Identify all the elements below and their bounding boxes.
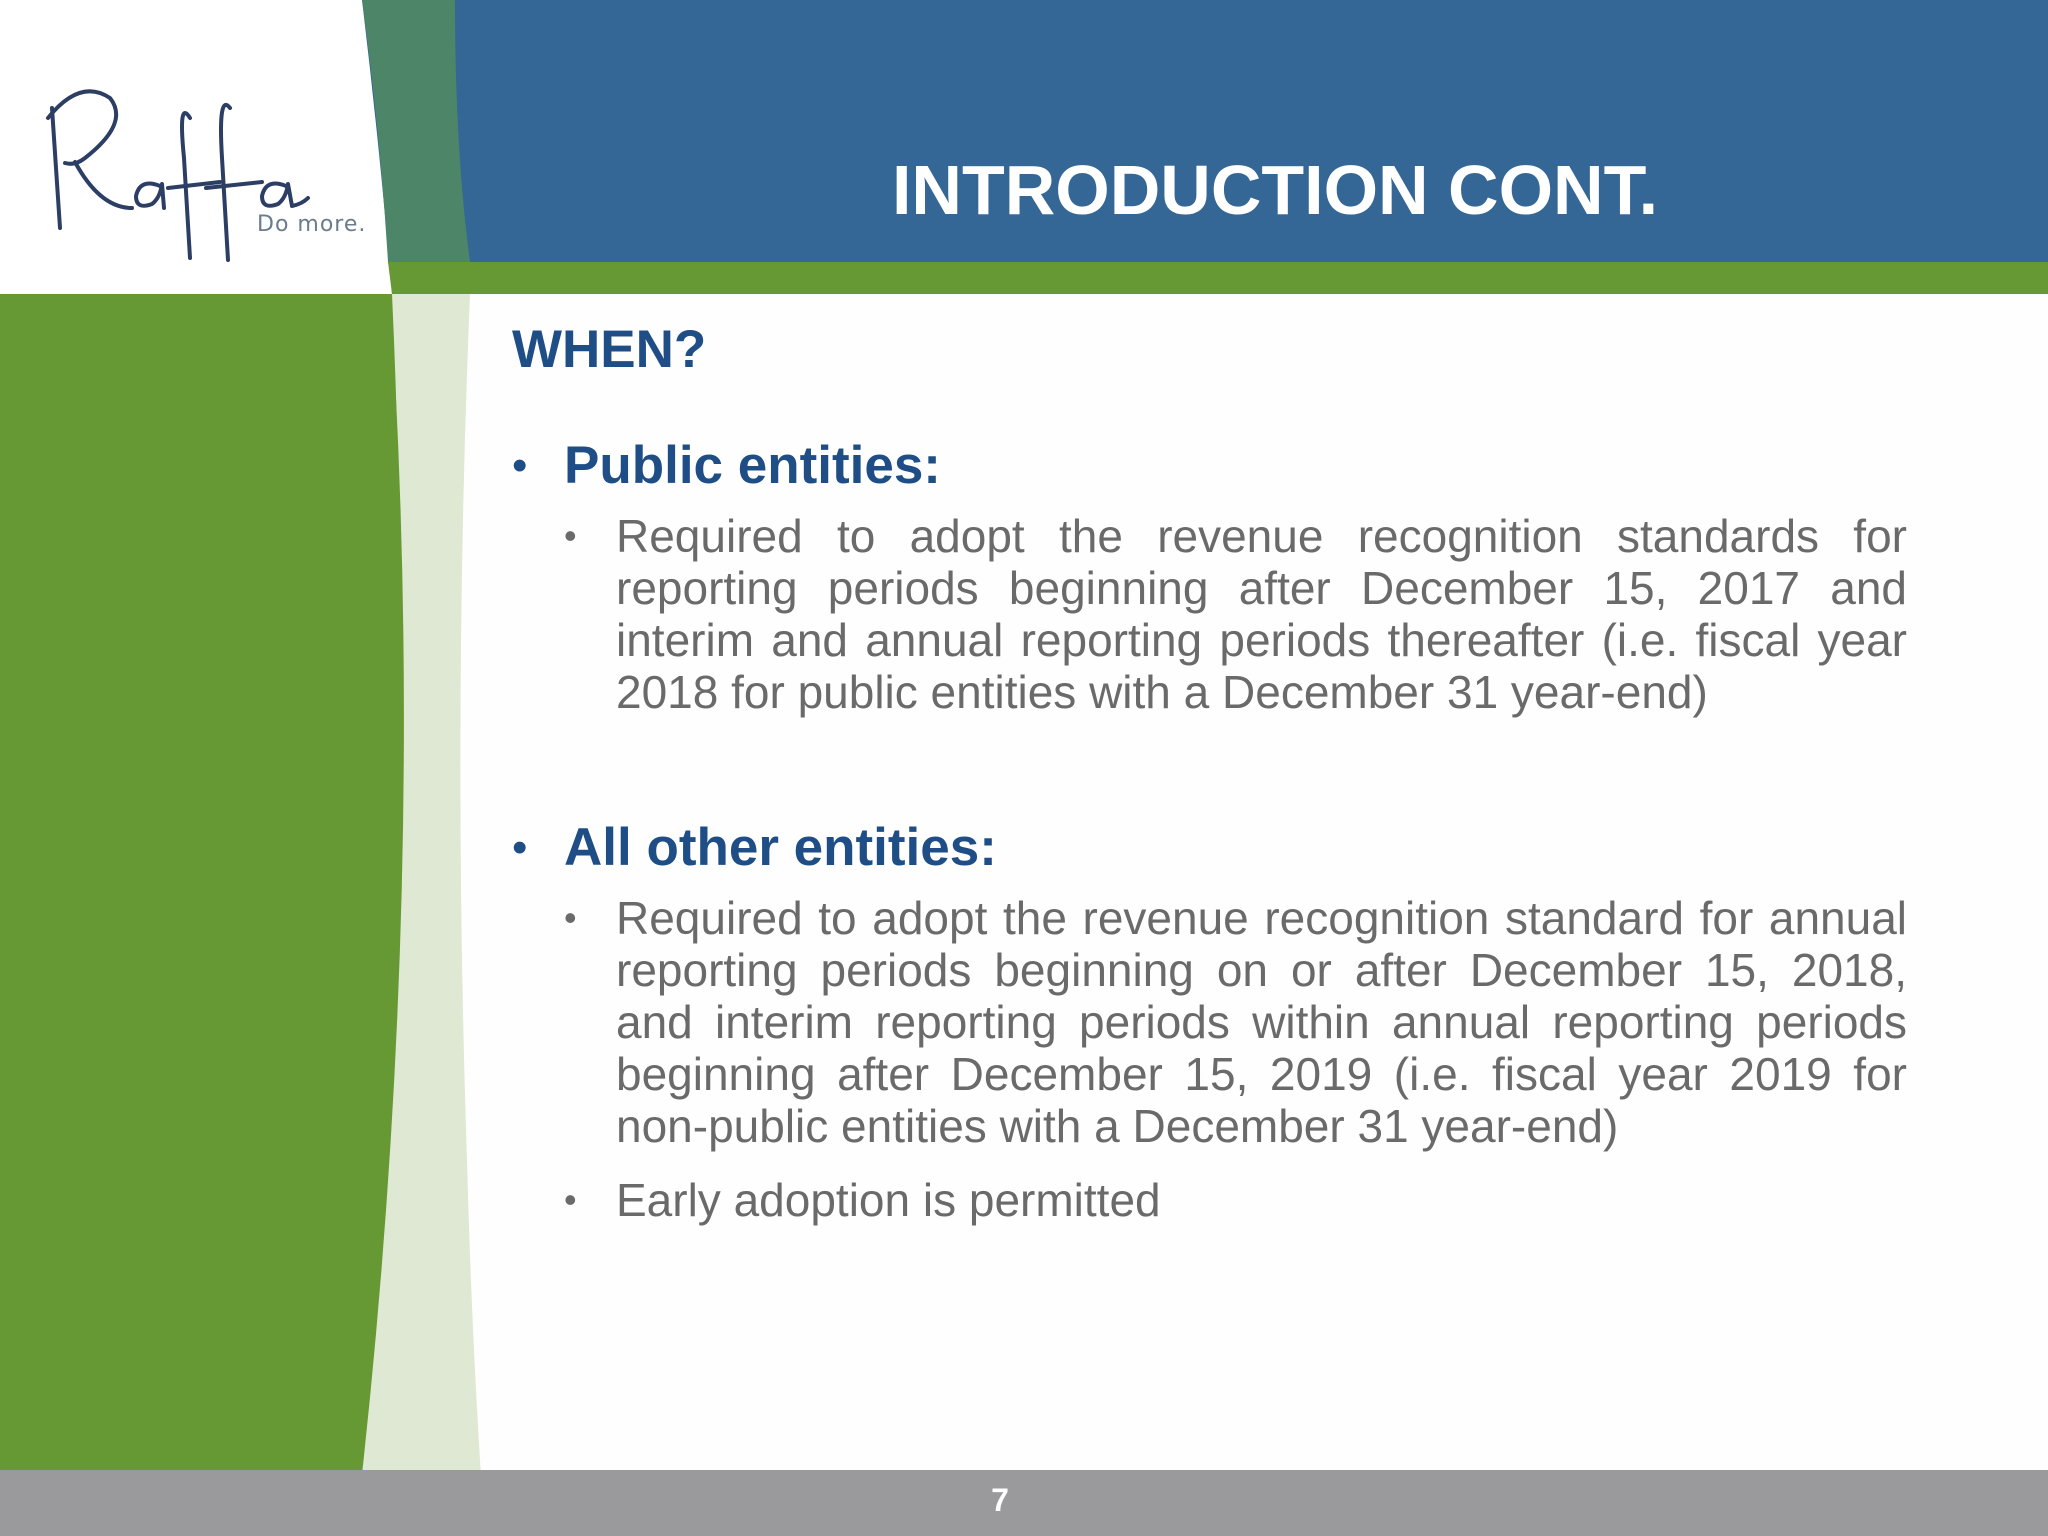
slide-content — [512, 318, 1907, 1248]
sub-bullet-early-adoption — [512, 1174, 1907, 1226]
logo-transition-strip-lower — [388, 262, 470, 294]
bullet-glyph: • — [512, 823, 528, 872]
sub-bullet-glyph: • — [564, 1179, 577, 1220]
bullet-all-other-entities — [512, 816, 1907, 880]
section-spacer — [512, 740, 1907, 816]
bullet-label: All other entities: — [564, 818, 997, 877]
section-heading: WHEN? — [512, 320, 707, 379]
sub-bullet-public-requirement — [512, 510, 1907, 718]
sub-bullet-other-requirement — [512, 892, 1907, 1152]
sub-bullet-glyph: • — [564, 515, 577, 556]
sub-bullet-glyph: • — [564, 897, 577, 938]
left-panel-curve — [0, 294, 400, 1536]
logo-tagline: Do more. — [257, 212, 367, 237]
page-number: 7 — [991, 1482, 1009, 1518]
sub-bullet-text: Early adoption is permitted — [616, 1174, 1161, 1226]
raffa-logo — [40, 78, 370, 278]
bullet-label: Public entities: — [564, 436, 941, 495]
bullet-public-entities — [512, 434, 1907, 498]
sub-bullet-text: Required to adopt the revenue recognition standard for annual reporting periods beginning on or after December 15, 2018, and interim reporting periods within annual reporting periods beginning after December 15, 2019 (i.e. fiscal year 2019 for non-public entities with a December 31 year-end) — [616, 892, 1907, 1152]
bullet-glyph: • — [512, 441, 528, 490]
slide-title: INTRODUCTION CONT. — [891, 151, 1659, 229]
sub-bullet-text: Required to adopt the revenue recognition standards for reporting periods beginning after December 15, 2017 and interim and annual reporting periods thereafter (i.e. fiscal year 2018 for public entities with a December 31 year-end) — [616, 510, 1907, 718]
